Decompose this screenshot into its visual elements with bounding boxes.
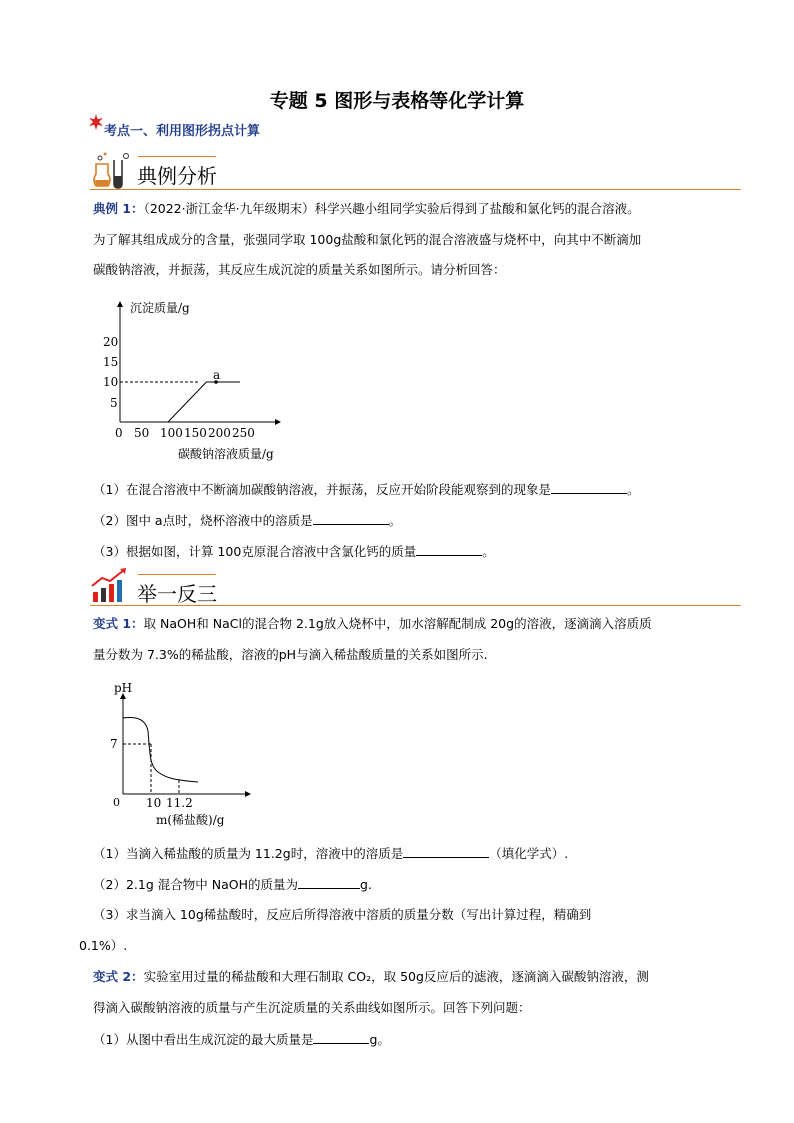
example1-line-3: 碳酸钠溶液，并振荡，其反应生成沉淀的质量关系如图所示。请分析回答： [93, 262, 506, 277]
ytick-10: 10 [103, 375, 119, 389]
answer-blank[interactable] [551, 481, 627, 494]
section-practice-rule [90, 605, 741, 606]
ytick-7: 7 [110, 737, 118, 751]
example1-q2: （2）图中 a点时，烧杯溶液中的溶质是 。 [93, 513, 402, 528]
ytick-15: 15 [103, 355, 119, 369]
precipitate-series-line [168, 382, 240, 422]
point-a-label: a [213, 368, 221, 382]
ytick-20: 20 [103, 335, 119, 349]
ph-chart [108, 676, 258, 832]
star-icon [88, 114, 104, 130]
example1-line-1: 典例 1：（2022·浙江金华·九年级期末）科学兴趣小组同学实验后得到了盐酸和氯化钙的混合溶液。 [93, 201, 640, 216]
page-title: 专题 5 图形与表格等化学计算 [269, 90, 525, 112]
xtick-150: 150 [184, 426, 207, 440]
section-practice-title: 举一反三 [137, 582, 217, 606]
example1-q1: （1）在混合溶液中不断滴加碳酸钠溶液，并振荡，反应开始阶段能观察到的现象是 。 [93, 482, 640, 497]
xtick-11.2: 11.2 [166, 796, 193, 810]
variant1-q1: （1）当滴入稀盐酸的质量为 11.2g时，溶液中的溶质是 （填化学式）. [93, 846, 569, 861]
answer-blank[interactable] [313, 512, 389, 525]
answer-blank[interactable] [403, 845, 489, 858]
x-axis-label: m(稀盐酸)/g [156, 813, 225, 827]
variant2-line-1: 变式 2：实验室用过量的稀盐酸和大理石制取 CO₂，取 50g反应后的滤液，逐滴滴入碳酸钠溶液，测 [93, 969, 649, 984]
section-practice-topline [138, 574, 216, 575]
example1-label: 典例 1： [93, 201, 144, 216]
variant1-line-1: 变式 1：取 NaOH和 NaCl的混合物 2.1g放入烧杯中，加水溶解配制成 20g的溶液，逐滴滴入溶质质 [93, 616, 652, 631]
example1-q3: （3）根据如图，计算 100克原混合溶液中含氯化钙的质量 。 [93, 544, 495, 559]
variant1-label: 变式 1： [93, 616, 144, 631]
y-axis-label: pH [114, 681, 133, 695]
answer-blank[interactable] [313, 1031, 369, 1044]
kaodian-heading: 考点一、利用图形拐点计算 [104, 124, 261, 139]
variant1-q2: （2）2.1g 混合物中 NaOH的质量为 g. [93, 877, 372, 892]
origin-label: 0 [113, 796, 120, 809]
xtick-200: 200 [208, 426, 231, 440]
flask-icon [90, 150, 134, 190]
variant1-q3: （3）求当滴入 10g稀盐酸时，反应后所得溶液中溶质的质量分数（写出计算过程，精确到 [93, 907, 592, 922]
variant2-line-2: 得滴入碳酸钠溶液的质量与产生沉淀质量的关系曲线如图所示。回答下列问题： [93, 1000, 531, 1015]
variant2-q1: （1）从图中看出生成沉淀的最大质量是 g。 [93, 1032, 390, 1047]
ph-series-curve [123, 718, 198, 782]
section-example-rule [90, 189, 741, 190]
precipitate-chart [100, 294, 300, 464]
xtick-100: 100 [160, 426, 183, 440]
x-axis-label: 碳酸钠溶液质量/g [178, 447, 274, 461]
xtick-0: 0 [115, 426, 123, 440]
variant2-label: 变式 2： [93, 969, 144, 984]
trend-chart-icon [90, 566, 130, 604]
variant1-q3-cont: 0.1%）. [79, 938, 128, 953]
answer-blank[interactable] [416, 543, 482, 556]
variant1-line-2: 量分数为 7.3%的稀盐酸，溶液的pH与滴入稀盐酸质量的关系如图所示. [93, 647, 488, 662]
section-example-title: 典例分析 [137, 164, 217, 188]
y-axis-label: 沉淀质量/g [130, 301, 190, 315]
example1-line-2: 为了解其组成成分的含量，张强同学取 100g盐酸和氯化钙的混合溶液盛与烧杯中，向其中不断滴加 [93, 232, 642, 247]
section-example-topline [138, 156, 216, 157]
ytick-5: 5 [110, 396, 118, 410]
answer-blank[interactable] [298, 876, 360, 889]
xtick-250: 250 [232, 426, 255, 440]
xtick-10: 10 [146, 796, 162, 810]
xtick-50: 50 [134, 426, 150, 440]
